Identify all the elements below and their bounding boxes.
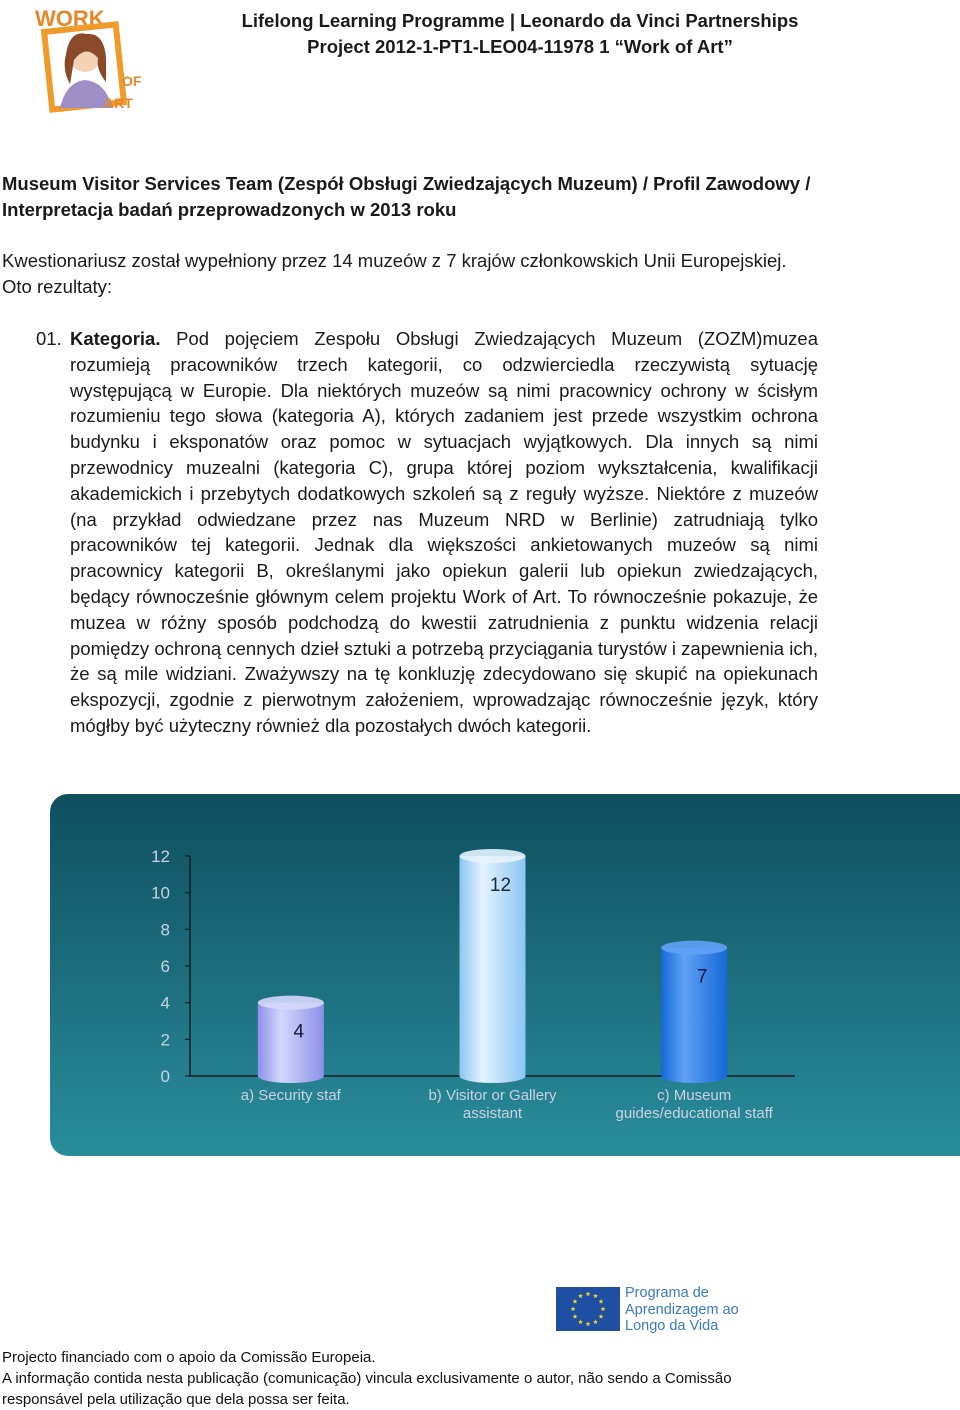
disclaimer-line1: Projecto financiado com o apoio da Comissão Europeia. — [2, 1349, 376, 1366]
section-heading: Kategoria. — [70, 328, 161, 349]
y-tick-label: 2 — [160, 1030, 170, 1050]
programme-header — [190, 8, 850, 60]
intro-line1: Kwestionariusz został wypełniony przez 14 muzeów z 7 krajów członkowskich Unii Europejskiej. — [2, 250, 787, 271]
document-title — [2, 171, 902, 223]
category-bar-chart — [50, 794, 960, 1156]
x-category-label: b) Visitor or Gallery — [428, 1087, 557, 1104]
logo-graphic — [30, 4, 148, 120]
logo-word-of: OF — [122, 73, 142, 89]
x-category-label: a) Security staf — [240, 1087, 341, 1104]
y-tick-label: 12 — [151, 847, 170, 866]
eu-flag-logo — [556, 1287, 620, 1331]
x-category-label: assistant — [462, 1105, 523, 1122]
work-of-art-logo — [30, 4, 148, 120]
intro-paragraph — [2, 248, 902, 300]
intro-line2: Oto rezultaty: — [2, 276, 113, 297]
eu-programme-line3: Longo da Vida — [625, 1318, 719, 1334]
eu-programme-name — [625, 1285, 825, 1335]
bar-1 — [258, 1003, 324, 1083]
disclaimer-line2: A informação contida nesta publicação (comunicação) vincula exclusivamente o autor, não sendo a Comissão — [2, 1370, 732, 1387]
programme-header-line1: Lifelong Learning Programme | Leonardo da Vinci Partnerships — [241, 10, 799, 31]
y-tick-label: 0 — [160, 1067, 170, 1086]
bar-data-label: 4 — [293, 1021, 305, 1043]
funding-disclaimer — [2, 1347, 942, 1410]
x-category-label: c) Museum — [657, 1087, 732, 1104]
bar-top-2 — [460, 849, 526, 863]
bar-data-label: 7 — [696, 966, 708, 988]
bar-top-1 — [258, 996, 324, 1010]
logo-word-work: WORK — [35, 6, 105, 31]
programme-header-line2: Project 2012-1-PT1-LEO04-11978 1 “Work of Art” — [307, 36, 733, 57]
y-tick-label: 8 — [160, 920, 170, 940]
bar-top-3 — [661, 941, 727, 955]
logo-word-art: ART — [104, 95, 133, 111]
section-number: 01. — [36, 328, 62, 349]
document-title-line1: Museum Visitor Services Team (Zespół Obsługi Zwiedzających Muzeum) / Profil Zawodowy / — [2, 173, 811, 194]
y-tick-label: 10 — [151, 883, 170, 903]
bar-3 — [661, 948, 727, 1083]
eu-flag-icon — [556, 1287, 620, 1331]
section-body — [70, 326, 818, 739]
bar-data-label: 12 — [489, 875, 512, 896]
eu-programme-line1: Programa de — [625, 1285, 709, 1301]
chart-canvas — [50, 794, 960, 1156]
y-tick-label: 6 — [160, 957, 170, 976]
disclaimer-line3: responsável pela utilização que dela possa ser feita. — [2, 1391, 350, 1408]
section-text: Pod pojęciem Zespołu Obsługi Zwiedzających Muzeum (ZOZM)muzea rozumieją pracowników trzech kategorii, co odzwierciedla rzeczywistą sytuację występującą w Europie. Dla niektórych muzeów są nimi pracownicy ochrony w ścisłym rozumieniu tego słowa (kategoria A), których zadaniem jest przede wszystkim ochrona budynku i eksponatów oraz pomoc w sytuacjach wyjątkowych. Dla innych są nimi przewodnicy muzealni (kategoria C), grupa której poziom wykształcenia, kwalifikacji akademickich i przebytych dodatkowych szkoleń są z reguły wyższe. Niektóre z muzeów (na przykład odwiedzane przez nas Muzeum NRD w Berlinie) zatrudniają tylko pracowników tej kategorii. Jednak dla większości ankietowanych muzeów są nimi pracownicy kategorii B, określanymi jako opiekun galerii lub opiekun zwiedzających, będący równocześnie głównym celem projektu Work of Art. To równocześnie pokazuje, że muzea w różny sposób podchodzą do kwestii zatrudnienia z punktu widzenia relacji pomiędzy ochroną cennych dzieł sztuki a potrzebą przyciągania turystów i zapewnienia ich, że są mile widziani. Zważywszy na tę konkluzję zdecydowano się skupić na opiekunach ekspozycji, zgodnie z pierwotnym założeniem, wprowadzając równocześnie język, który mógłby być użyteczny również dla pozostałych dwóch kategorii. — [70, 328, 818, 736]
eu-programme-line2: Aprendizagem ao — [625, 1301, 739, 1318]
x-category-label: guides/educational staff — [615, 1105, 773, 1122]
y-tick-label: 4 — [160, 993, 170, 1013]
document-title-line2: Interpretacja badań przeprowadzonych w 2013 roku — [2, 199, 457, 220]
